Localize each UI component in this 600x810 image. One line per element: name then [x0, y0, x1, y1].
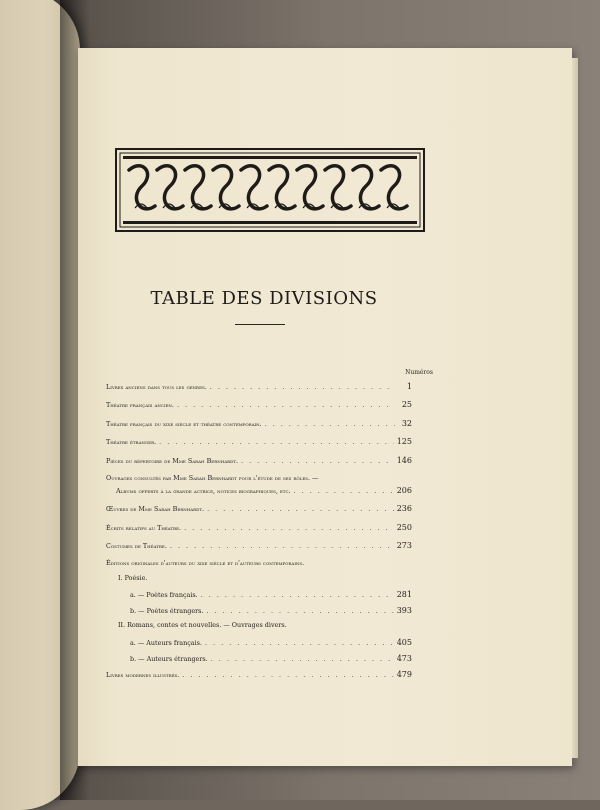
leader-dots [206, 607, 393, 615]
toc-label: II. Romans, contes et nouvelles. — Ouvrages divers. [118, 621, 287, 629]
toc-row [106, 504, 412, 513]
toc-row [118, 574, 412, 582]
page-title: TABLE DES DIVISIONS [150, 288, 378, 309]
toc-number: 25 [401, 400, 412, 409]
toc-row [130, 606, 412, 615]
toc-number: 250 [396, 523, 412, 532]
leader-dots [210, 383, 395, 391]
toc-row [116, 486, 412, 495]
toc-row [130, 654, 412, 663]
book-page [78, 48, 572, 766]
toc-label: Ouvrages consultés par Mme Sarah Bernhardt pour l'étude de ses rôles. — [106, 474, 319, 482]
toc-label: Théatre étranger. [106, 438, 157, 446]
toc-row [106, 419, 412, 428]
toc-label: Éditions originales d'auteurs du xixe siècle et d'auteurs contemporains. [106, 559, 305, 567]
toc-number: 273 [396, 541, 412, 550]
toc-label: Théatre français du xixe siècle et théatre contemporain. [106, 420, 262, 428]
leader-dots [211, 655, 394, 663]
toc-label: Écrits relatifs au Théatre. [106, 524, 182, 532]
toc-number: 479 [396, 670, 412, 679]
leader-dots [182, 671, 393, 679]
toc-label: Albums offerts à la grande actrice, notices biographiques, etc. [116, 487, 291, 495]
toc-number: 236 [396, 504, 412, 513]
toc-number: 1 [406, 382, 412, 391]
leader-dots [201, 591, 394, 599]
toc-row [106, 400, 412, 409]
toc-row [106, 670, 412, 679]
toc-label: b. — Auteurs étrangers. [130, 655, 208, 663]
toc-row [106, 456, 412, 465]
toc-label: Pièces du répertoire de Mme Sarah Bernhardt. [106, 457, 238, 465]
toc-row [106, 474, 412, 482]
leader-dots [177, 401, 395, 409]
toc-row [106, 523, 412, 532]
toc-label: Livres anciens dans tous les genres. [106, 383, 207, 391]
toc-label: Théatre français ancien. [106, 401, 174, 409]
leader-dots [207, 505, 394, 513]
toc-number: 281 [396, 590, 412, 599]
toc-number: 125 [396, 437, 412, 446]
toc-number: 473 [396, 654, 412, 663]
leader-dots [294, 487, 394, 495]
leader-dots [241, 457, 394, 465]
leader-dots [205, 639, 394, 647]
leader-dots [265, 420, 395, 428]
toc-label: Œuvres de Mme Sarah Bernhardt. [106, 505, 205, 513]
numeros-header: Numéros [405, 369, 433, 376]
toc-row [130, 638, 412, 647]
title-rule [235, 324, 285, 325]
toc-row [106, 437, 412, 446]
toc-label: Costumes de Théatre. [106, 542, 167, 550]
toc-label: b. — Poètes étrangers. [130, 607, 204, 615]
toc-number: 405 [396, 638, 412, 647]
toc-label: Livres modernes illustrés. [106, 671, 180, 679]
toc-row [130, 590, 412, 599]
toc-number: 32 [401, 419, 412, 428]
leader-dots [184, 524, 394, 532]
ornamental-header-band-icon [115, 148, 425, 232]
leader-dots [159, 438, 394, 446]
toc-row [106, 382, 412, 391]
toc-label: a. — Poètes français. [130, 591, 198, 599]
toc-number: 393 [396, 606, 412, 615]
toc-number: 146 [396, 456, 412, 465]
leader-dots [170, 542, 394, 550]
toc-row [106, 559, 412, 567]
toc-number: 206 [396, 486, 412, 495]
toc-label: I. Poésie. [118, 574, 148, 582]
toc-row [106, 541, 412, 550]
toc-row [118, 621, 412, 629]
toc-label: a. — Auteurs français. [130, 639, 202, 647]
